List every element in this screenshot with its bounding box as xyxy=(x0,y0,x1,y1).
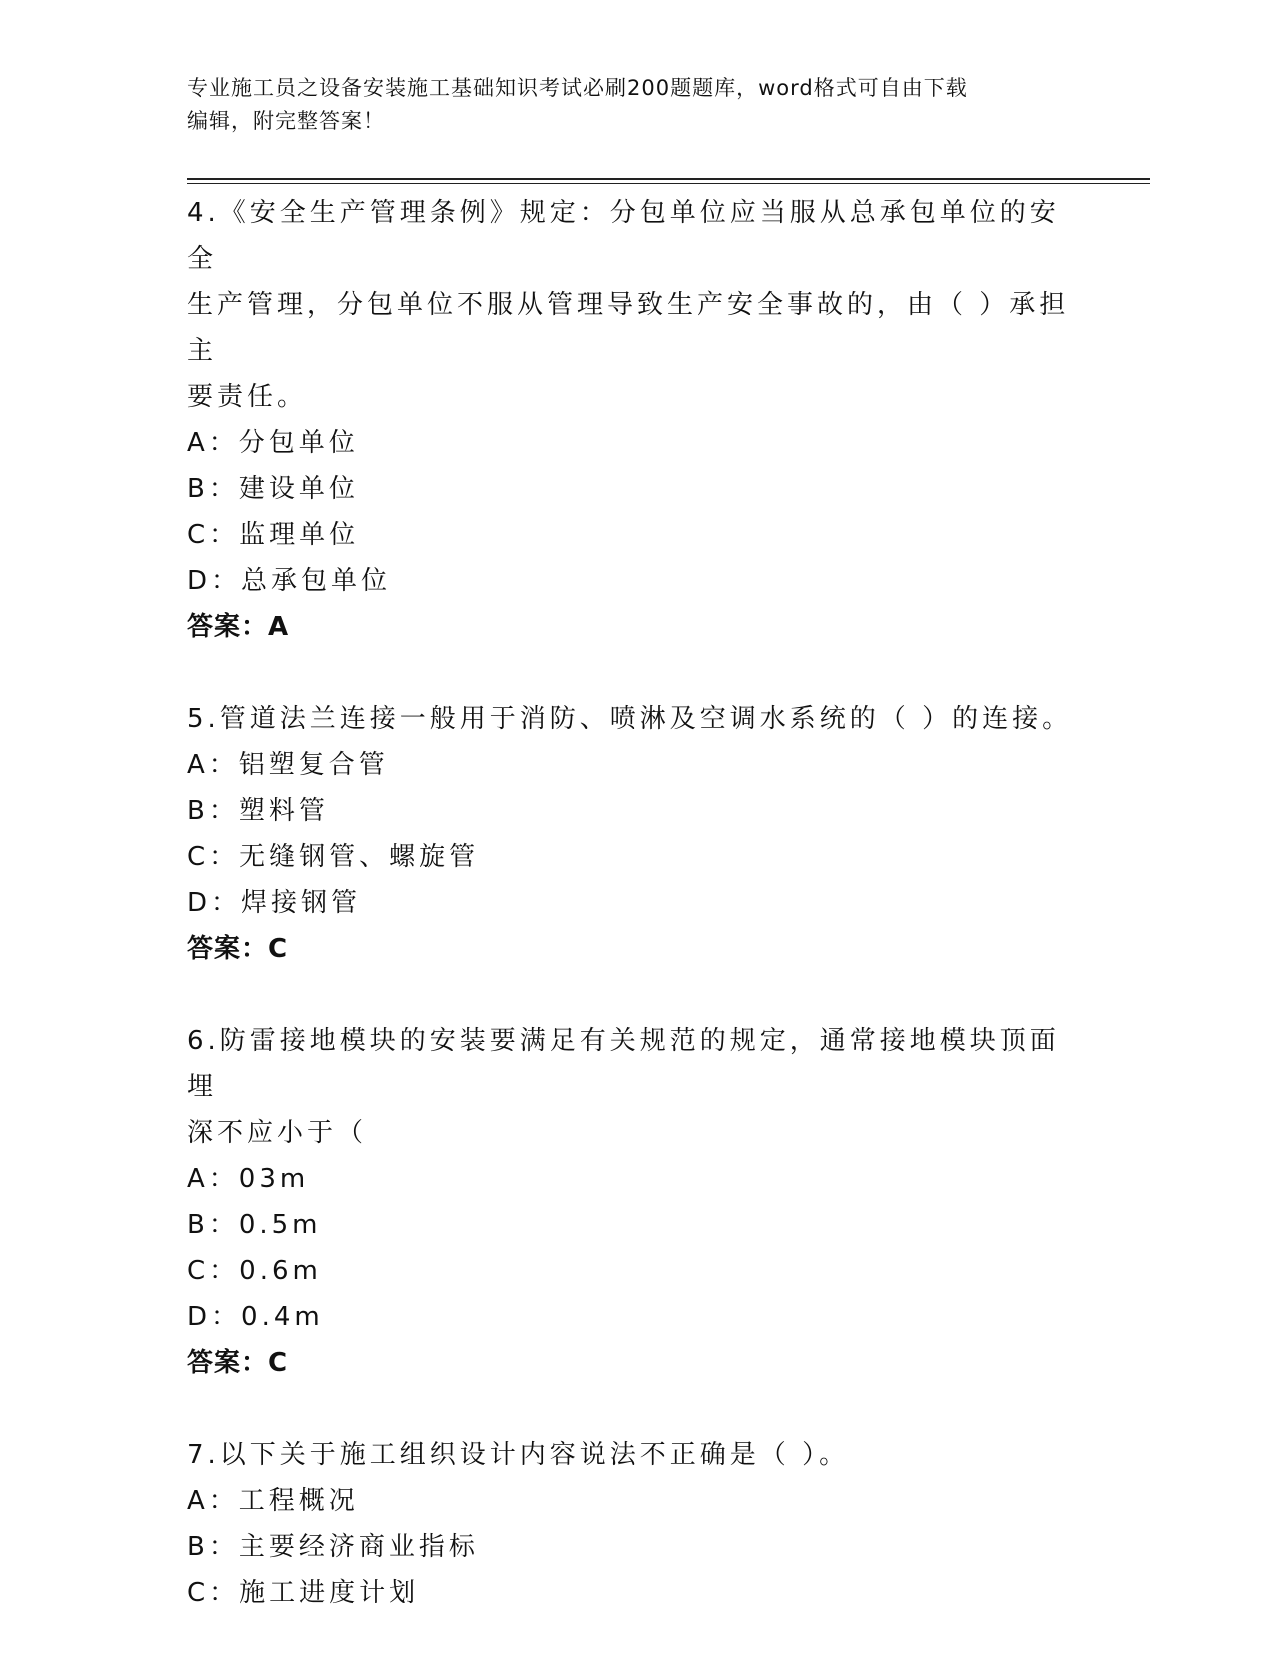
question-stem-line: 6.防雷接地模块的安装要满足有关规范的规定，通常接地模块顶面埋 xyxy=(187,1026,1060,1102)
option-c: C：无缝钢管、螺旋管 xyxy=(187,842,480,872)
option-b: B：0.5m xyxy=(187,1210,322,1240)
answer: 答案：A xyxy=(187,612,290,642)
header-rule-thin xyxy=(187,183,1150,184)
option-b: B：塑料管 xyxy=(187,796,329,826)
option-b: B：主要经济商业指标 xyxy=(187,1532,479,1562)
question-stem-line: 生产管理，分包单位不服从管理导致生产安全事故的，由（ ）承担主 xyxy=(187,290,1070,366)
option-b: B：建设单位 xyxy=(187,474,359,504)
question-stem-line: 4.《安全生产管理条例》规定：分包单位应当服从总承包单位的安全 xyxy=(187,198,1060,274)
option-a: A：分包单位 xyxy=(187,428,359,458)
question-7 xyxy=(187,1432,1087,1616)
document-header xyxy=(187,72,1087,138)
question-stem-line: 5.管道法兰连接一般用于消防、喷淋及空调水系统的（ ）的连接。 xyxy=(187,704,1073,734)
question-stem-line: 7.以下关于施工组织设计内容说法不正确是（ ）。 xyxy=(187,1440,850,1470)
question-stem-line: 深不应小于（ xyxy=(187,1118,368,1148)
answer: 答案：C xyxy=(187,934,289,964)
option-a: A：03m xyxy=(187,1164,310,1194)
option-a: A：铝塑复合管 xyxy=(187,750,389,780)
header-line-2: 编辑，附完整答案！ xyxy=(187,109,385,133)
option-d: D：0.4m xyxy=(187,1302,324,1332)
option-d: D：总承包单位 xyxy=(187,566,392,596)
question-4 xyxy=(187,190,1087,650)
option-a: A：工程概况 xyxy=(187,1486,359,1516)
header-line-1: 专业施工员之设备安装施工基础知识考试必刷200题题库，word格式可自由下载 xyxy=(187,76,968,100)
question-stem-line: 要责任。 xyxy=(187,382,308,412)
header-rule-thick xyxy=(187,178,1150,180)
answer: 答案：C xyxy=(187,1348,289,1378)
question-5 xyxy=(187,696,1087,972)
option-c: C：施工进度计划 xyxy=(187,1578,420,1608)
question-6 xyxy=(187,1018,1087,1386)
option-c: C：0.6m xyxy=(187,1256,322,1286)
option-d: D：焊接钢管 xyxy=(187,888,362,918)
question-list xyxy=(187,190,1087,1662)
option-c: C：监理单位 xyxy=(187,520,360,550)
